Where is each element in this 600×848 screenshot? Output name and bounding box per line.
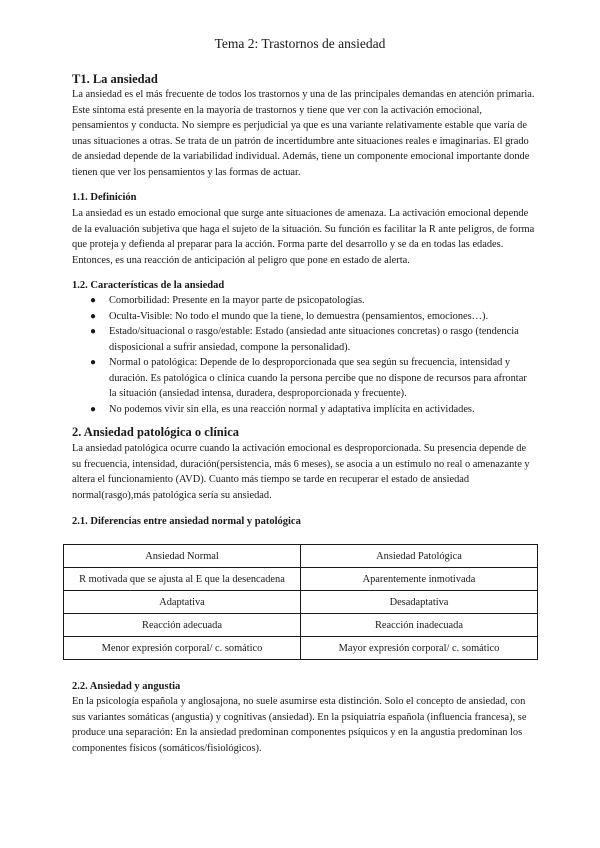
table-cell: Reacción inadecuada [301,614,538,637]
table-row [64,591,538,614]
bullet-icon: ● [90,326,97,337]
table-row [64,637,538,660]
list-item-text: No podemos vivir sin ella, es una reacción normal y adaptativa implícita en actividades. [109,403,475,415]
bullet-icon: ● [90,310,97,322]
section-paragraph-1-1: La ansiedad es un estado emocional que surge ante situaciones de amenaza. La activación emocional depende de la evaluación subjetiva que haga el sujeto de la situación. Su función es facilitar la R ante peligros, de forma que proteja y defienda al preparar para la acción. Forma parte del desarrollo y se da en todas las edades. Entonces, es una reacción de anticipación al peligro que pone en estado de alerta. [72,208,535,266]
document-title: Tema 2: Trastornos de ansiedad [214,36,386,51]
bullet-icon: ● [90,295,97,306]
table-cell: Aparentemente inmotivada [301,568,538,591]
bullet-icon: ● [90,403,97,415]
list-item [90,324,536,355]
table-cell: Menor expresión corporal/ c. somático [64,637,301,660]
section-heading-1-1: 1.1. Definición [72,192,137,203]
section-heading-t1: T1. La ansiedad [72,72,158,86]
list-item [90,309,536,325]
table-cell: Desadaptativa [301,591,538,614]
section-heading-2-1: 2.1. Diferencias entre ansiedad normal y patológica [72,516,301,527]
table-row [64,568,538,591]
list-item [90,355,536,402]
table-header-cell: Ansiedad Normal [64,545,301,568]
list-item-text: Comorbilidad: Presente en la mayor parte de psicopatologías. [109,295,365,306]
list-item-text: Oculta-Visible: No todo el mundo que la tiene, lo demuestra (pensamientos, emociones…). [109,310,489,322]
differences-table [63,544,538,660]
table-header-cell: Ansiedad Patológica [301,545,538,568]
table-cell: R motivada que se ajusta al E que la desencadena [64,568,301,591]
characteristics-list [90,293,536,417]
table-cell: Adaptativa [64,591,301,614]
table-row [64,614,538,637]
section-heading-2-2: 2.2. Ansiedad y angustia [72,681,181,692]
table-header-row [64,545,538,568]
bullet-icon: ● [90,357,97,368]
section-paragraph-t1: La ansiedad es el más frecuente de todos los trastornos y una de las principales demandas en atención primaria. Este síntoma está presente en la mayoría de trastornos y tiene que ver con la activación emocional, pensamientos y conducta. No siempre es perjudicial ya que es una variante relativamente estable que varía de unas situaciones a otras. Se trata de un patrón de incertidumbre ante situaciones reales e imaginarias. El grado de ansiedad depende de la variabilidad individual. Además, tiene un componente emocional importante donde tienen que ver los pensamientos y las formas de actuar. [72,89,535,178]
table-cell: Mayor expresión corporal/ c. somático [301,637,538,660]
section-heading-2: 2. Ansiedad patológica o clínica [72,425,240,439]
section-heading-1-2: 1.2. Características de la ansiedad [72,280,225,291]
list-item-text: Estado/situacional o rasgo/estable: Estado (ansiedad ante situaciones concretas) o rasgo (tendencia disposicional a sufrir ansiedad, compone la personalidad). [109,326,519,353]
section-paragraph-2: La ansiedad patológica ocurre cuando la activación emocional es desproporcionada. Su presencia depende de su frecuencia, intensidad, duración(persistencia, más 6 meses), se asocia a un estímulo no real o amenazante y altera el funcionamiento (AVD). Cuanto más tiempo se tarde en recuperar el estado de ansiedad normal(rasgo),más patológica sería su ansiedad. [72,443,530,501]
list-item-text: Normal o patológica: Depende de lo desproporcionada que sea según su frecuencia, intensidad y duración. Es patológica o clínica cuando la persona percibe que no dispone de recursos para afrontar la situación (ansiedad intensa, duradera, desproporcionada y frecuente). [109,357,527,399]
table-cell: Reacción adecuada [64,614,301,637]
list-item [90,402,536,418]
list-item [90,293,536,309]
section-paragraph-2-2: En la psicología española y anglosajona, no suele asumirse esta distinción. Solo el concepto de ansiedad, con sus variantes somáticas (angustia) y cognitivas (ansiedad). En la psiquiatría española (influencia francesa), se produce una separación: En la ansiedad predominan componentes psíquicos y en la angustia predominan los componentes físicos (somáticos/fisiológicos). [72,696,527,754]
